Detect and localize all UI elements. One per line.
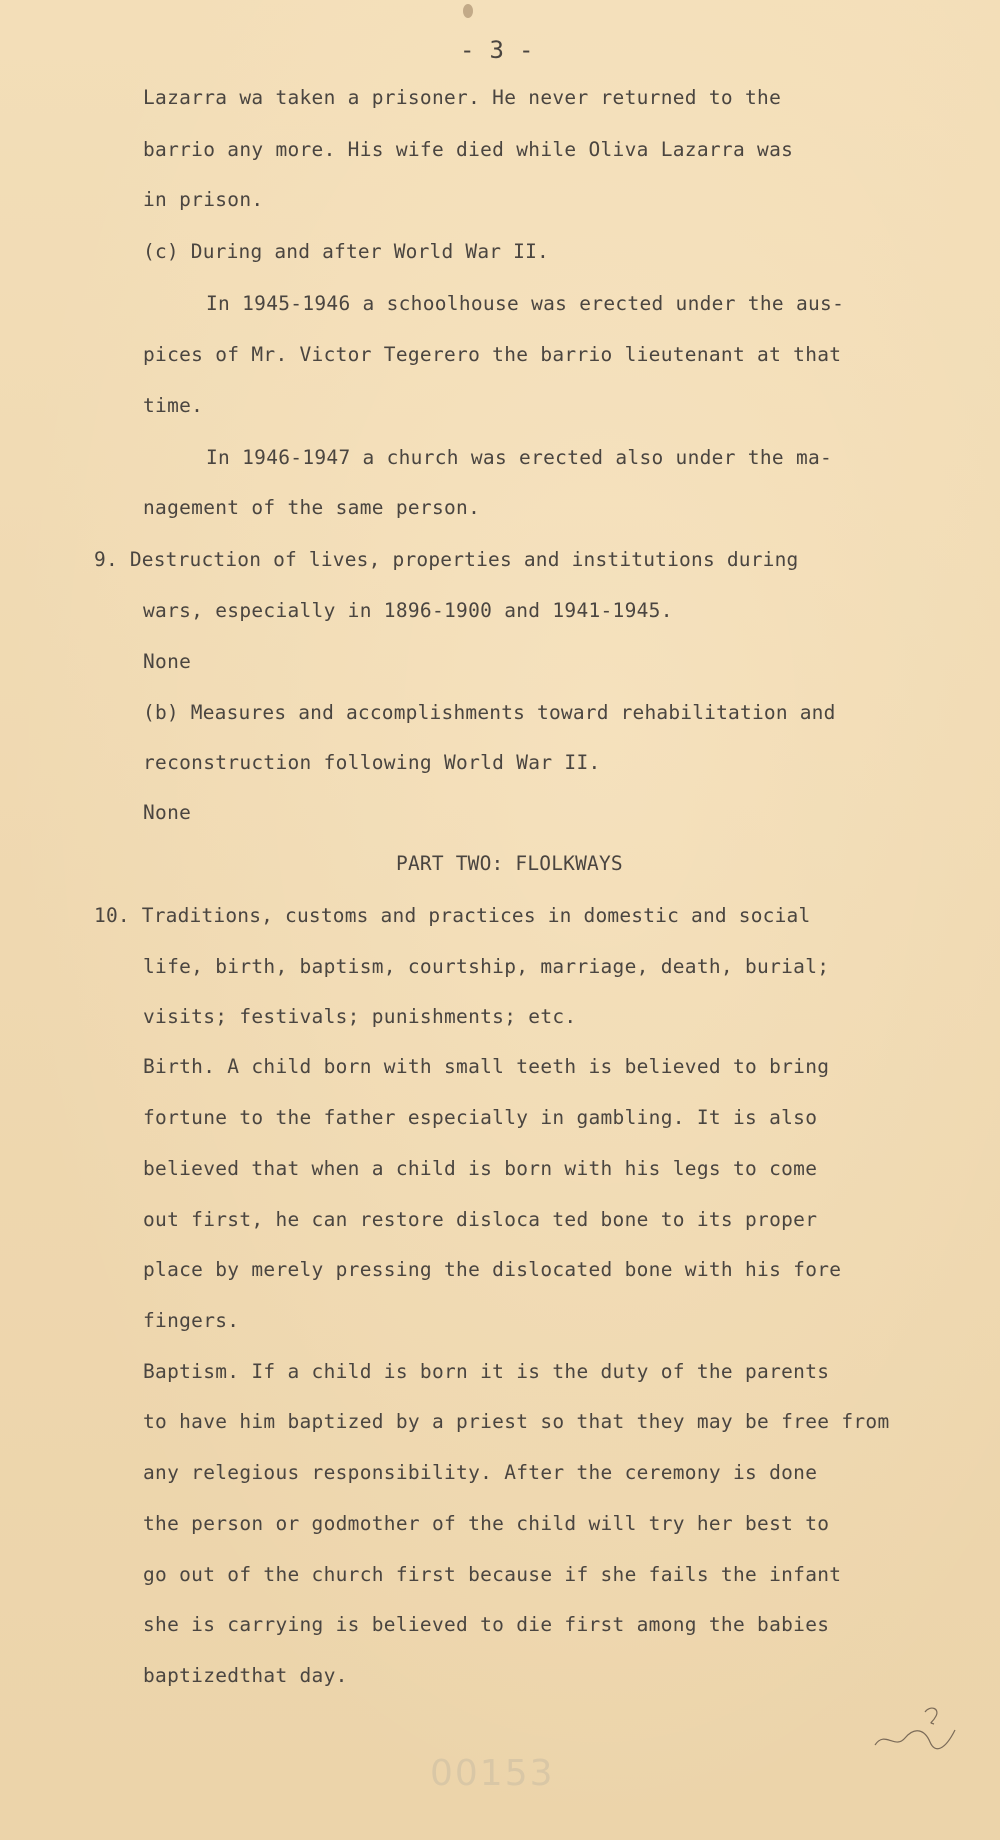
item-10-heading: 10. Traditions, customs and practices in domestic and social bbox=[94, 904, 811, 927]
text-line-12: None bbox=[143, 650, 192, 673]
baptism-paragraph-line-1: Baptism. If a child is born it is the duty of the parents bbox=[143, 1360, 830, 1383]
page-number: - 3 - bbox=[460, 36, 534, 64]
text-line-30: go out of the church first because if she fails the infant bbox=[143, 1563, 842, 1586]
text-line-11: wars, especially in 1896-1900 and 1941-1945. bbox=[143, 599, 673, 622]
part-two-heading: PART TWO: FLOLKWAYS bbox=[396, 852, 623, 875]
archive-stamp-number: 00153 bbox=[430, 1753, 555, 1794]
text-line-29: the person or godmother of the child will try her best to bbox=[143, 1512, 830, 1535]
text-line-9: nagement of the same person. bbox=[143, 496, 481, 519]
text-line-22: believed that when a child is born with his legs to come bbox=[143, 1157, 818, 1180]
text-line-32: baptizedthat day. bbox=[143, 1664, 348, 1687]
text-line-28: any relegious responsibility. After the ceremony is done bbox=[143, 1461, 818, 1484]
section-c-heading: (c) During and after World War II. bbox=[143, 240, 549, 263]
punch-hole bbox=[463, 4, 473, 18]
text-line-14: reconstruction following World War II. bbox=[143, 751, 601, 774]
text-line-21: fortune to the father especially in gambling. It is also bbox=[143, 1106, 818, 1129]
text-line-5: In 1945-1946 a schoolhouse was erected under the aus- bbox=[206, 292, 845, 315]
text-line-25: fingers. bbox=[143, 1309, 240, 1332]
text-line-3: in prison. bbox=[143, 188, 264, 211]
text-line-18: life, birth, baptism, courtship, marriage, death, burial; bbox=[143, 955, 830, 978]
text-line-8: In 1946-1947 a church was erected also under the ma- bbox=[206, 446, 833, 469]
text-line-6: pices of Mr. Victor Tegerero the barrio lieutenant at that bbox=[143, 343, 842, 366]
text-line-19: visits; festivals; punishments; etc. bbox=[143, 1005, 577, 1028]
text-line-2: barrio any more. His wife died while Oliva Lazarra was bbox=[143, 138, 794, 161]
text-line-31: she is carrying is believed to die first among the babies bbox=[143, 1613, 830, 1636]
text-line-1: Lazarra wa taken a prisoner. He never returned to the bbox=[143, 86, 782, 109]
handwritten-mark-icon bbox=[870, 1700, 960, 1760]
text-line-15: None bbox=[143, 801, 192, 824]
item-9-heading: 9. Destruction of lives, properties and institutions during bbox=[94, 548, 799, 571]
text-line-23: out first, he can restore disloca ted bone to its proper bbox=[143, 1208, 818, 1231]
text-line-27: to have him baptized by a priest so that they may be free from bbox=[143, 1410, 890, 1433]
birth-paragraph-line-1: Birth. A child born with small teeth is believed to bring bbox=[143, 1055, 830, 1078]
text-line-24: place by merely pressing the dislocated bone with his fore bbox=[143, 1258, 842, 1281]
text-line-7: time. bbox=[143, 394, 204, 417]
section-b-heading: (b) Measures and accomplishments toward rehabilitation and bbox=[143, 701, 836, 724]
